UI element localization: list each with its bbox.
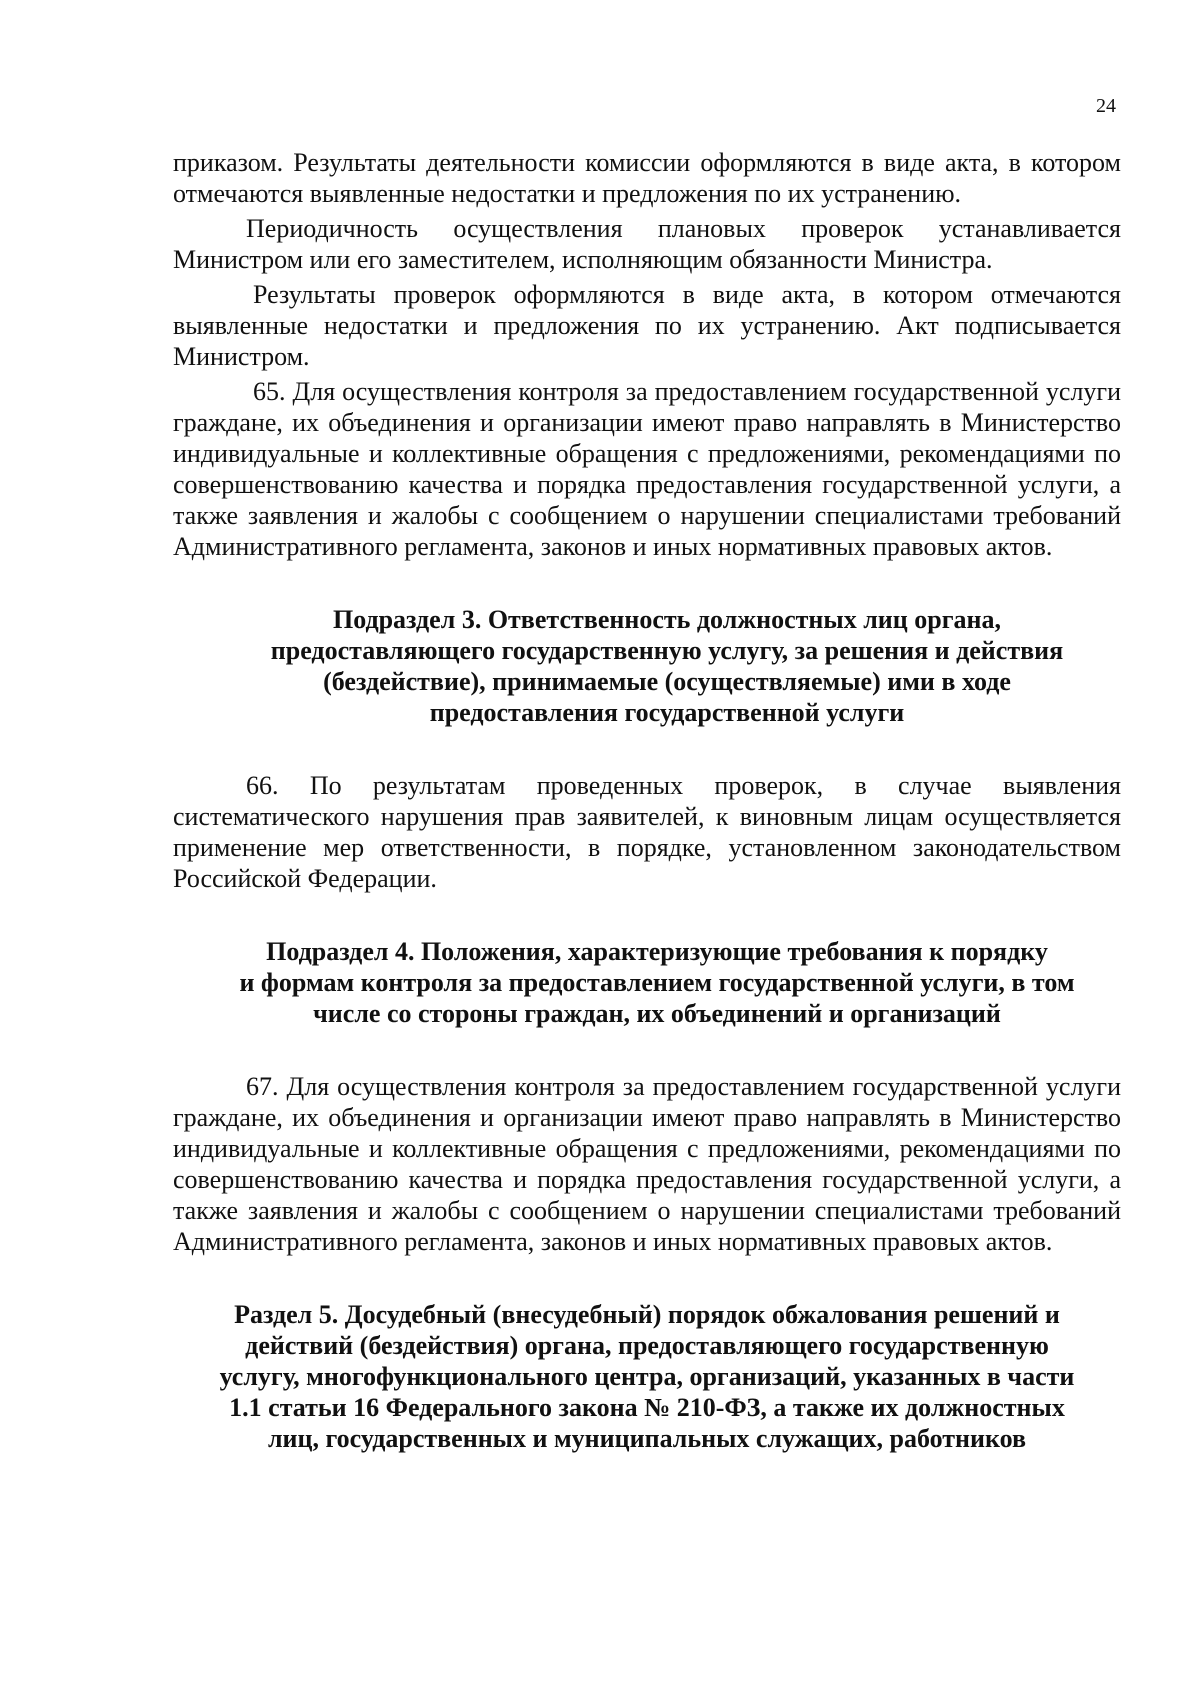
heading-line: и формам контроля за предоставлением государственной услуги, в том	[239, 968, 1075, 997]
heading-line: Подраздел 4. Положения, характеризующие требования к порядку	[266, 937, 1048, 966]
paragraph-67: 67. Для осуществления контроля за предоставлением государственной услуги граждане, их объединения и организации имеют право направлять в Министерство индивидуальные и коллективные обращения с предложениями, рекомендациями по совершенствованию качества и порядка предоставления государственной услуги, а также заявления и жалобы с сообщением о нарушении специалистами требований Административного регламента, законов и иных нормативных правовых актов.	[173, 1072, 1121, 1256]
page-number: 24	[1096, 95, 1116, 117]
paragraph-inspection-results: Результаты проверок оформляются в виде акта, в котором отмечаются выявленные недостатки и предложения по их устранению. Акт подписывается Министром.	[173, 280, 1121, 371]
heading-subsection-4	[173, 936, 1121, 1029]
paragraph-inspection-frequency: Периодичность осуществления плановых проверок устанавливается Министром или его заместителем, исполняющим обязанности Министра.	[173, 214, 1121, 274]
heading-line: числе со стороны граждан, их объединений и организаций	[313, 999, 1001, 1028]
heading-line: предоставления государственной услуги	[429, 698, 905, 727]
document-body	[173, 147, 1121, 1454]
heading-section-5	[173, 1299, 1121, 1454]
paragraph-commission-results: приказом. Результаты деятельности комиссии оформляются в виде акта, в котором отмечаются выявленные недостатки и предложения по их устранению.	[173, 148, 1121, 208]
heading-line: услугу, многофункционального центра, организаций, указанных в части	[219, 1362, 1075, 1391]
heading-line: лиц, государственных и муниципальных служащих, работников	[267, 1424, 1027, 1453]
heading-line: Подраздел 3. Ответственность должностных лиц органа,	[332, 605, 1002, 634]
heading-line: Раздел 5. Досудебный (внесудебный) порядок обжалования решений и	[234, 1300, 1060, 1329]
heading-line: 1.1 статьи 16 Федерального закона № 210-ФЗ, а также их должностных	[229, 1393, 1065, 1422]
paragraph-65: 65. Для осуществления контроля за предоставлением государственной услуги граждане, их объединения и организации имеют право направлять в Министерство индивидуальные и коллективные обращения с предложениями, рекомендациями по совершенствованию качества и порядка предоставления государственной услуги, а также заявления и жалобы с сообщением о нарушении специалистами требований Административного регламента, законов и иных нормативных правовых актов.	[173, 377, 1121, 561]
heading-line: действий (бездействия) органа, предоставляющего государственную	[245, 1331, 1049, 1360]
paragraph-66: 66. По результатам проведенных проверок, в случае выявления систематического нарушения прав заявителей, к виновным лицам осуществляется применение мер ответственности, в порядке, установленном законодательством Российской Федерации.	[173, 771, 1121, 893]
heading-subsection-3	[173, 604, 1121, 728]
heading-line: (бездействие), принимаемые (осуществляемые) ими в ходе	[323, 667, 1011, 696]
heading-line: предоставляющего государственную услугу, за решения и действия	[270, 636, 1064, 665]
